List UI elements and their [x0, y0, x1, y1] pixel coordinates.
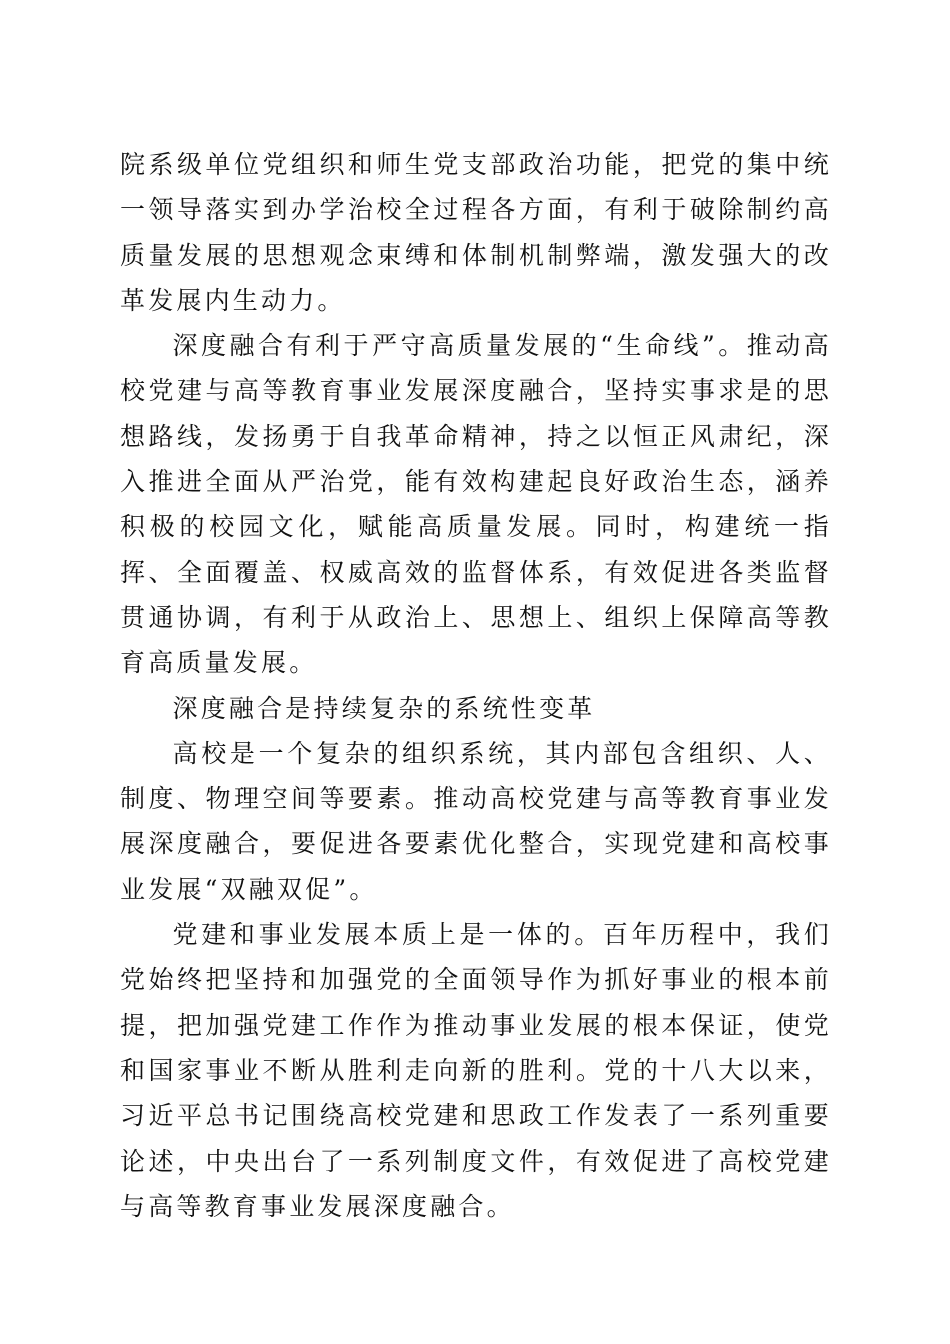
document-body: [120, 142, 832, 1229]
paragraph-continued: 院系级单位党组织和师生党支部政治功能，把党的集中统一领导落实到办学治校全过程各方面，有利于破除制约高质量发展的思想观念束缚和体制机制弊端，激发强大的改革发展内生动力。: [120, 150, 832, 315]
section-heading: 深度融合是持续复杂的系统性变革: [172, 693, 596, 723]
paragraph-organization-system: 高校是一个复杂的组织系统，其内部包含组织、人、制度、物理空间等要素。推动高校党建与高等教育事业发展深度融合，要促进各要素优化整合，实现党建和高校事业发展“双融双促”。: [120, 738, 832, 904]
paragraph-lifeline: 深度融合有利于严守高质量发展的“生命线”。推动高校党建与高等教育事业发展深度融合，坚持实事求是的思想路线，发扬勇于自我革命精神，持之以恒正风肃纪，深入推进全面从严治党，能有效构建起良好政治生态，涵养积极的校园文化，赋能高质量发展。同时，构建统一指挥、全面覆盖、权威高效的监督体系，有效促进各类监督贯通协调，有利于从政治上、思想上、组织上保障高等教育高质量发展。: [120, 331, 832, 678]
paragraph-party-building: 党建和事业发展本质上是一体的。百年历程中，我们党始终把坚持和加强党的全面领导作为抓好事业的根本前提，把加强党建工作作为推动事业发展的根本保证，使党和国家事业不断从胜利走向新的胜利。党的十八大以来，习近平总书记围绕高校党建和思政工作发表了一系列重要论述，中央出台了一系列制度文件，有效促进了高校党建与高等教育事业发展深度融合。: [120, 920, 832, 1221]
